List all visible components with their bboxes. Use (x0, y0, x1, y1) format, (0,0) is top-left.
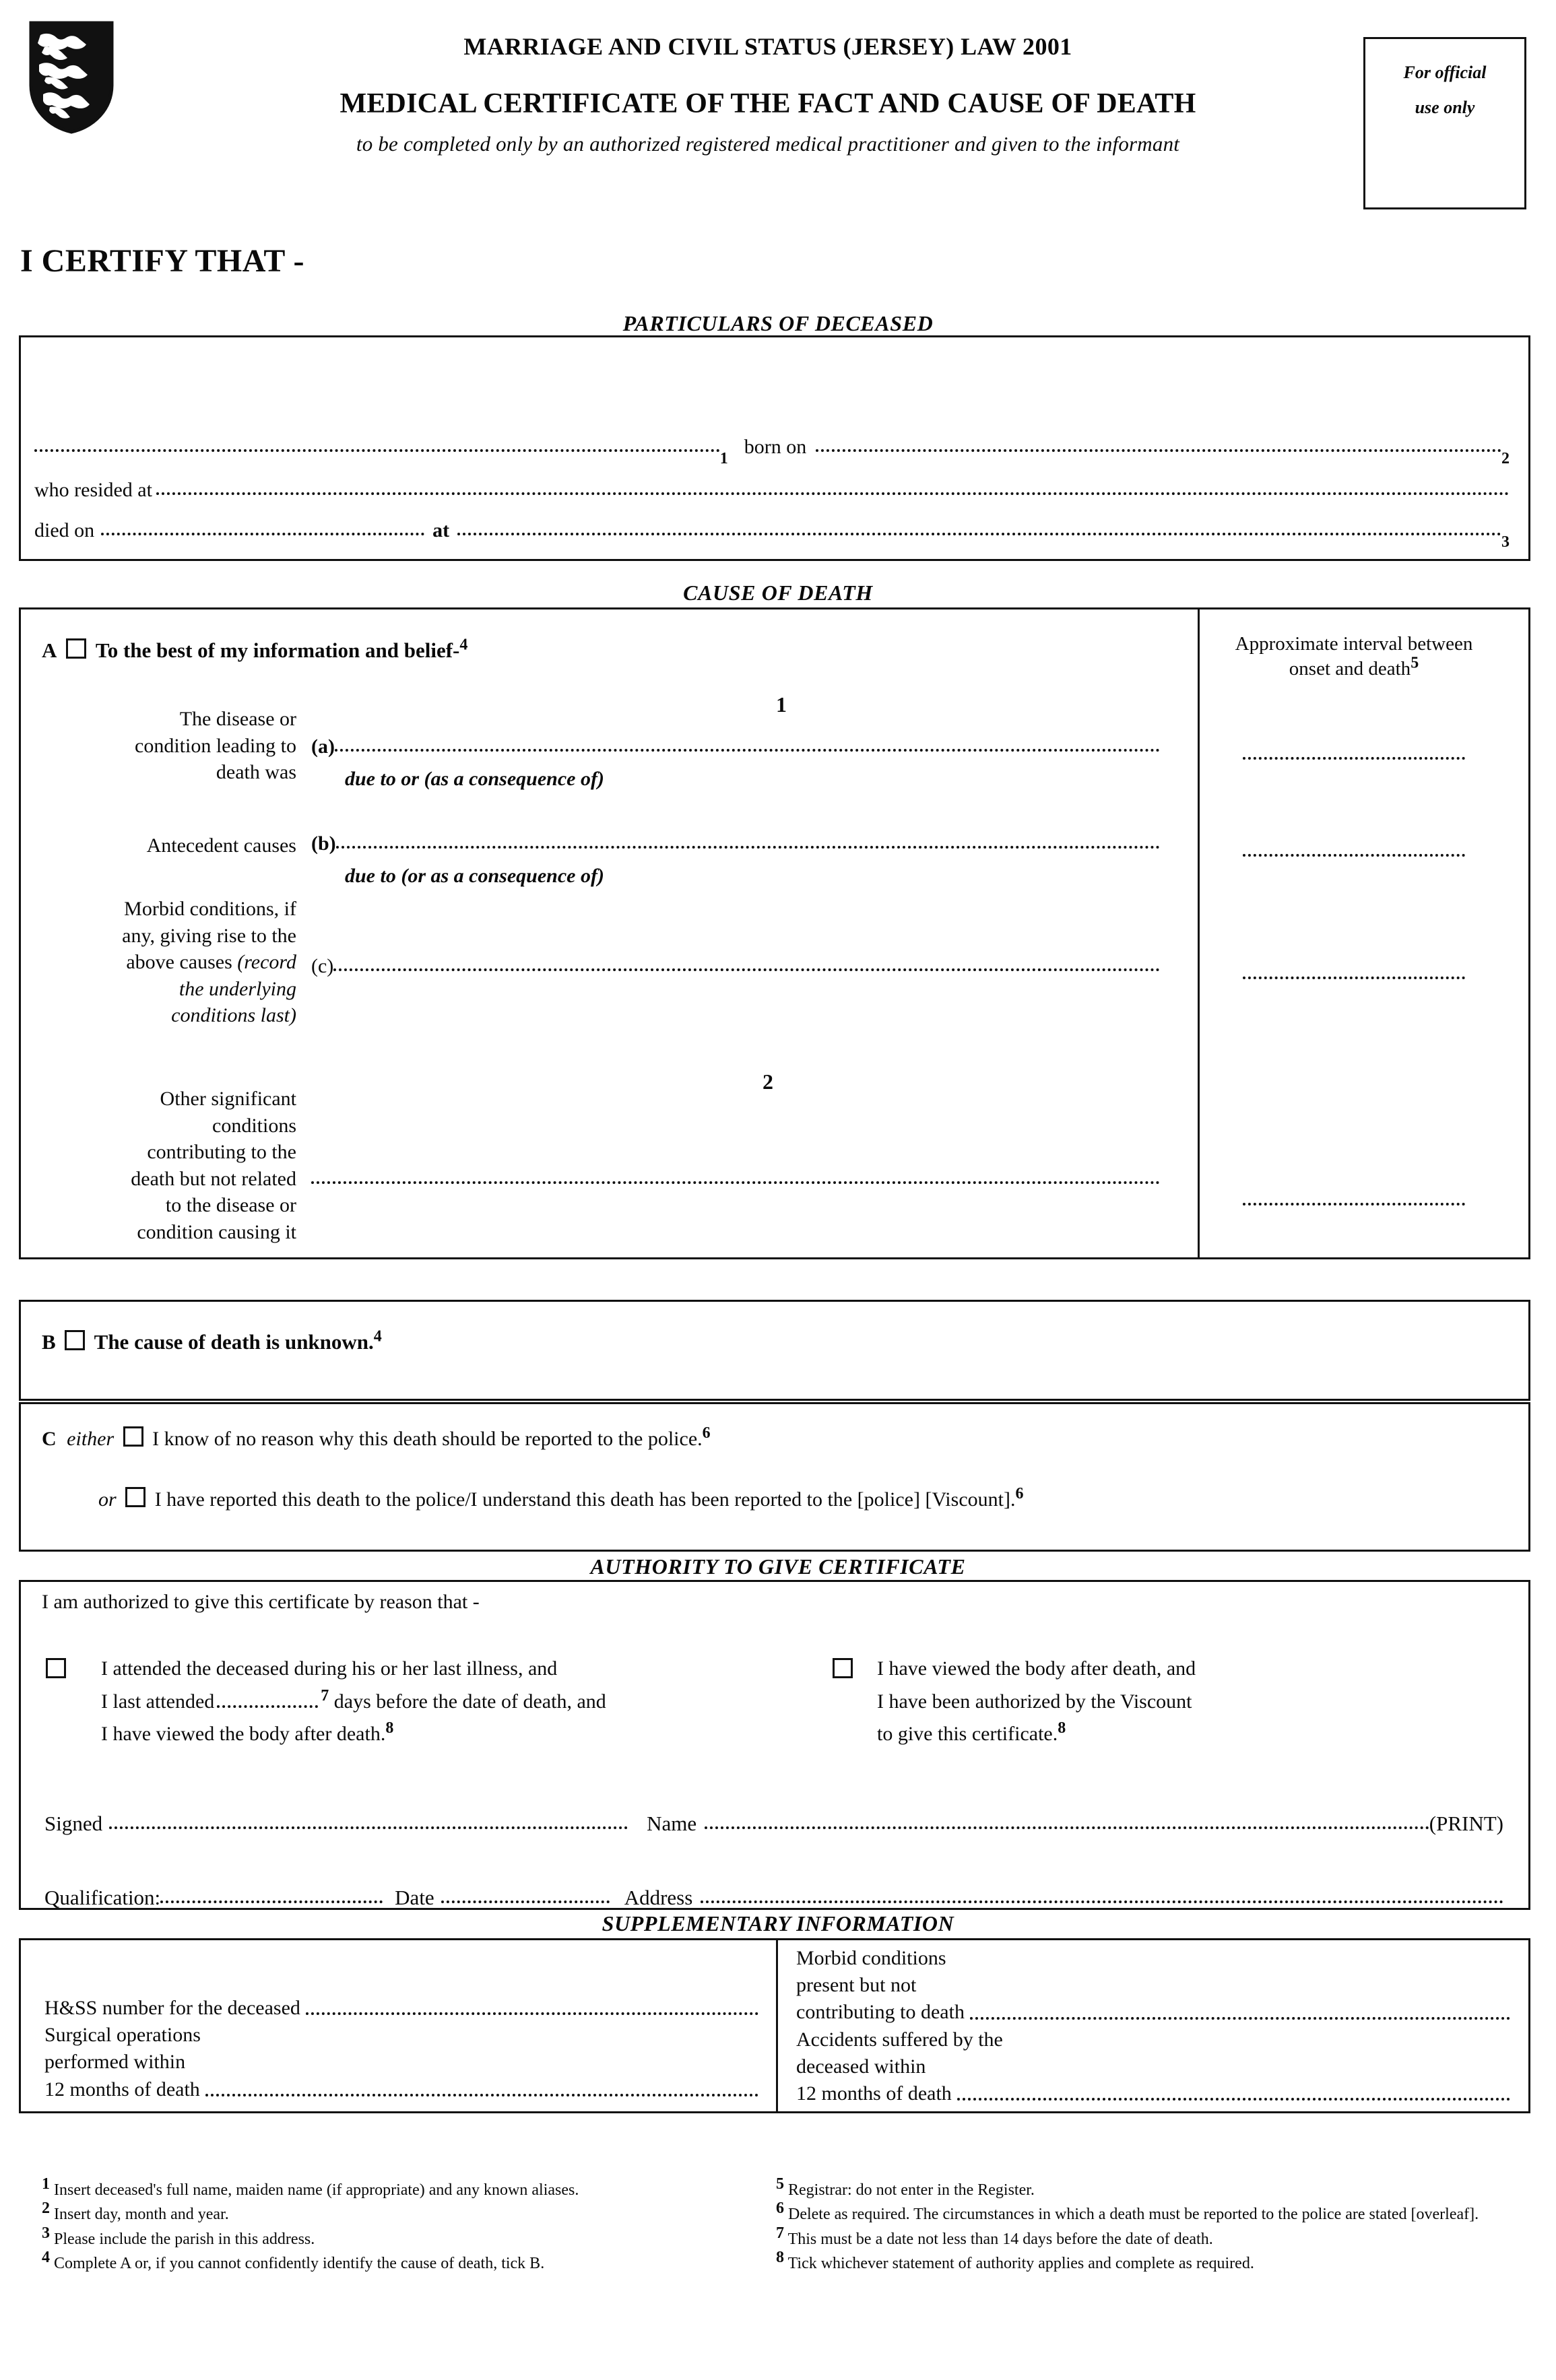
label-other-significant-conditions: Other significant conditions contributing to the death but not related to the disease or condition causing it (131, 1088, 296, 1243)
for-official-use-only-box (1363, 37, 1526, 209)
morbid-present-label-line2: present but not (796, 1974, 917, 1997)
morbid-present-row (796, 1999, 1510, 2026)
footnote-ref-8a: 8 (385, 1719, 394, 1738)
cause-a-input[interactable] (335, 749, 1160, 752)
header-titles (222, 32, 1314, 156)
accidents-label-line1: Accidents suffered by the (796, 2028, 1003, 2051)
qualification-input[interactable] (160, 1900, 383, 1903)
section-b-letter: B (42, 1330, 56, 1354)
morbid-present-label-line1: Morbid conditions (796, 1947, 946, 1969)
footnote-item (42, 2200, 736, 2225)
surgical-operations-label-line3: 12 months of death (44, 2078, 200, 2101)
interval-a-input[interactable] (1243, 757, 1465, 760)
authority-attended-line3-text: I have viewed the body after death. (101, 1723, 386, 1746)
authority-attended-checkbox[interactable] (46, 1658, 66, 1678)
print-label: (PRINT) (1429, 1812, 1503, 1835)
footnote-text: Please include the parish in this address. (54, 2230, 315, 2248)
footnotes-left (42, 2175, 736, 2278)
hss-number-input[interactable] (306, 2012, 758, 2015)
section-c-box (19, 1402, 1530, 1552)
residence-address-input[interactable] (156, 492, 1510, 495)
at-label: at (432, 519, 450, 541)
row-c (311, 955, 1160, 978)
hss-number-label: H&SS number for the deceased (44, 1997, 300, 2019)
section-b-row (42, 1327, 382, 1354)
particulars-caption: PARTICULARS OF DECEASED (622, 311, 934, 335)
surgical-operations-label-line1: Surgical operations (44, 2024, 201, 2047)
authority-option-viscount (829, 1653, 1475, 1751)
signed-label: Signed (44, 1812, 103, 1835)
footnote-item (776, 2249, 1524, 2274)
row-died: died on at 3 (34, 519, 1510, 551)
section-a-checkbox[interactable] (66, 638, 86, 659)
supplementary-left-column (44, 1995, 758, 2103)
marker-1: 1 (776, 692, 787, 717)
footnote-text: Delete as required. The circumstances in which a death must be reported to the police are stated [overleaf]. (788, 2206, 1479, 2224)
days-before-death-input[interactable] (217, 1705, 318, 1708)
page-subtitle: to be completed only by an authorized registered medical practitioner and given to the informant (356, 132, 1180, 156)
qualification-label: Qualification: (44, 1886, 161, 1909)
row-b-prefix: (b) (311, 832, 336, 855)
row-c-prefix: (c) (311, 955, 334, 977)
footnote-text: Complete A or, if you cannot confidently identify the cause of death, tick B. (54, 2255, 545, 2273)
surgical-operations-row (44, 2076, 758, 2103)
date-label: Date (395, 1886, 434, 1909)
section-c-letter: C (42, 1428, 57, 1450)
other-conditions-input[interactable] (311, 1181, 1160, 1184)
section-b-text: The cause of death is unknown. (94, 1330, 374, 1354)
due-to-text-1: due to or (as a consequence of) (345, 768, 604, 790)
morbid-present-input[interactable] (970, 2017, 1510, 2020)
footnote-ref-8b: 8 (1058, 1719, 1066, 1738)
row-name-born: 1 born on 2 (34, 436, 1510, 459)
row-b (311, 832, 1160, 855)
section-c-or-checkbox[interactable] (125, 1487, 145, 1507)
section-a-letter: A (42, 638, 57, 662)
row-a (311, 735, 1160, 758)
born-on-label: born on (744, 436, 807, 458)
cause-c-input[interactable] (333, 968, 1160, 971)
interval-column-heading (1212, 632, 1495, 682)
name-print-input[interactable] (705, 1826, 1429, 1829)
interval-heading-text: Approximate interval between onset and death (1235, 633, 1473, 680)
signature-input[interactable] (109, 1826, 628, 1829)
footnote-text: Tick whichever statement of authority applies and complete as required. (787, 2255, 1254, 2273)
authority-viscount-checkbox[interactable] (833, 1658, 853, 1678)
interval-other-input[interactable] (1243, 1203, 1465, 1205)
section-c-or-label: or (98, 1488, 117, 1511)
footnote-ref-5: 5 (1411, 654, 1419, 672)
signature-row (44, 1812, 1503, 1836)
footnote-item (42, 2175, 736, 2201)
footnote-text: This must be a date not less than 14 days before the date of death. (787, 2230, 1213, 2248)
deceased-name-input[interactable] (34, 449, 720, 452)
accidents-label-line3: 12 months of death (796, 2082, 952, 2105)
section-c-either-label: either (67, 1428, 115, 1450)
section-c-either-checkbox[interactable] (123, 1426, 143, 1447)
certify-heading: I CERTIFY THAT - (20, 243, 304, 279)
section-a-text: To the best of my information and belief- (95, 638, 460, 662)
cause-box-divider (1198, 607, 1200, 1259)
footnote-item (776, 2224, 1524, 2250)
supplementary-caption: SUPPLEMENTARY INFORMATION (602, 1911, 954, 1936)
authority-attended-line2 (101, 1686, 606, 1719)
official-use-line1: For official (1403, 63, 1487, 82)
morbid-present-label-line3: contributing to death (796, 2001, 965, 2024)
row-resided (34, 479, 1510, 502)
last-attended-label: I last attended (101, 1690, 215, 1713)
footnote-number: 2 (42, 2200, 50, 2218)
address-input[interactable] (701, 1900, 1503, 1903)
cause-b-input[interactable] (336, 846, 1160, 849)
footnotes-right (776, 2175, 1524, 2278)
died-on-label: died on (34, 519, 95, 541)
address-label: Address (624, 1886, 693, 1909)
accidents-label-line2: deceased within (796, 2055, 926, 2078)
marker-2: 2 (763, 1069, 773, 1094)
footnote-text: Registrar: do not enter in the Register. (788, 2181, 1035, 2199)
surgical-operations-label-line2: performed within (44, 2051, 186, 2074)
footnote-item (42, 2249, 736, 2274)
label-antecedent-causes: Antecedent causes (146, 834, 296, 857)
footnote-number: 8 (776, 2249, 784, 2267)
authority-viscount-line2: I have been authorized by the Viscount (877, 1690, 1192, 1713)
resided-label: who resided at (34, 479, 152, 501)
supplementary-divider (776, 1938, 778, 2113)
official-use-line2: use only (1415, 98, 1475, 117)
footnote-text: Insert deceased's full name, maiden name (if appropriate) and any known aliases. (54, 2181, 579, 2199)
footnote-ref-4b: 4 (373, 1327, 382, 1346)
row-a-prefix: (a) (311, 735, 335, 758)
footnote-item (42, 2224, 736, 2250)
date-of-death-input[interactable] (101, 533, 424, 535)
accidents-row (796, 2080, 1510, 2107)
section-c-or-row (98, 1487, 1023, 1511)
authority-viscount-line3-text: to give this certificate. (877, 1723, 1058, 1746)
section-c-either-text: I know of no reason why this death should be reported to the police. (152, 1428, 703, 1450)
section-b-checkbox[interactable] (65, 1330, 85, 1350)
interval-c-input[interactable] (1243, 977, 1465, 979)
section-a-row (42, 638, 467, 663)
particulars-box (19, 335, 1530, 561)
footnote-ref-6a: 6 (702, 1424, 711, 1442)
authority-option-attended (42, 1653, 783, 1751)
row-other (311, 1181, 1160, 1191)
due-to-text-2: due to (or as a consequence of) (345, 865, 604, 887)
place-of-death-input[interactable] (457, 533, 1501, 535)
accidents-input[interactable] (957, 2098, 1510, 2101)
footnote-number: 5 (776, 2175, 784, 2193)
surgical-operations-input[interactable] (205, 2094, 758, 2096)
page-title: MEDICAL CERTIFICATE OF THE FACT AND CAUSE OF DEATH (339, 88, 1196, 119)
authority-caption: AUTHORITY TO GIVE CERTIFICATE (590, 1554, 966, 1579)
authority-attended-line1: I attended the deceased during his or her last illness, and (101, 1657, 558, 1680)
supplementary-right-column (796, 1945, 1510, 2107)
law-title: MARRIAGE AND CIVIL STATUS (JERSEY) LAW 2001 (463, 33, 1072, 60)
hss-number-row (44, 1995, 758, 2022)
label-disease-leading-to-death: The disease or condition leading to death was (135, 708, 296, 784)
cause-of-death-caption: CAUSE OF DEATH (683, 581, 873, 605)
qualification-row (44, 1886, 1503, 1910)
interval-b-input[interactable] (1243, 854, 1465, 857)
date-of-birth-input[interactable] (816, 449, 1501, 452)
name-label: Name (647, 1812, 697, 1835)
date-input[interactable] (441, 1900, 610, 1903)
footnote-ref-6b: 6 (1015, 1485, 1024, 1502)
footnote-number: 7 (776, 2224, 784, 2242)
footnote-text: Insert day, month and year. (54, 2206, 229, 2224)
authority-intro: I am authorized to give this certificate by reason that - (42, 1591, 480, 1613)
footnote-number: 1 (42, 2175, 50, 2193)
footnote-number: 6 (776, 2200, 784, 2218)
footnote-ref-7: 7 (321, 1686, 329, 1705)
authority-attended-line3 (101, 1718, 606, 1751)
footnote-item (776, 2175, 1524, 2201)
footnote-number: 4 (42, 2249, 50, 2267)
footnote-item (776, 2200, 1524, 2225)
footnote-ref-4a: 4 (459, 636, 468, 654)
label-morbid-conditions: Morbid conditions, if any, giving rise to the above causes (record the underlying conditions last) (122, 898, 296, 1027)
authority-viscount-line3 (877, 1718, 1196, 1751)
footnote-number: 3 (42, 2224, 50, 2242)
jersey-coat-of-arms-icon (28, 20, 115, 135)
section-c-or-text: I have reported this death to the police/I understand this death has been reported to the [police] [Viscount]. (154, 1488, 1016, 1511)
section-c-either-row (42, 1426, 711, 1451)
authority-viscount-line1: I have viewed the body after death, and (877, 1657, 1196, 1680)
days-before-death-suffix: days before the date of death, and (333, 1690, 606, 1713)
